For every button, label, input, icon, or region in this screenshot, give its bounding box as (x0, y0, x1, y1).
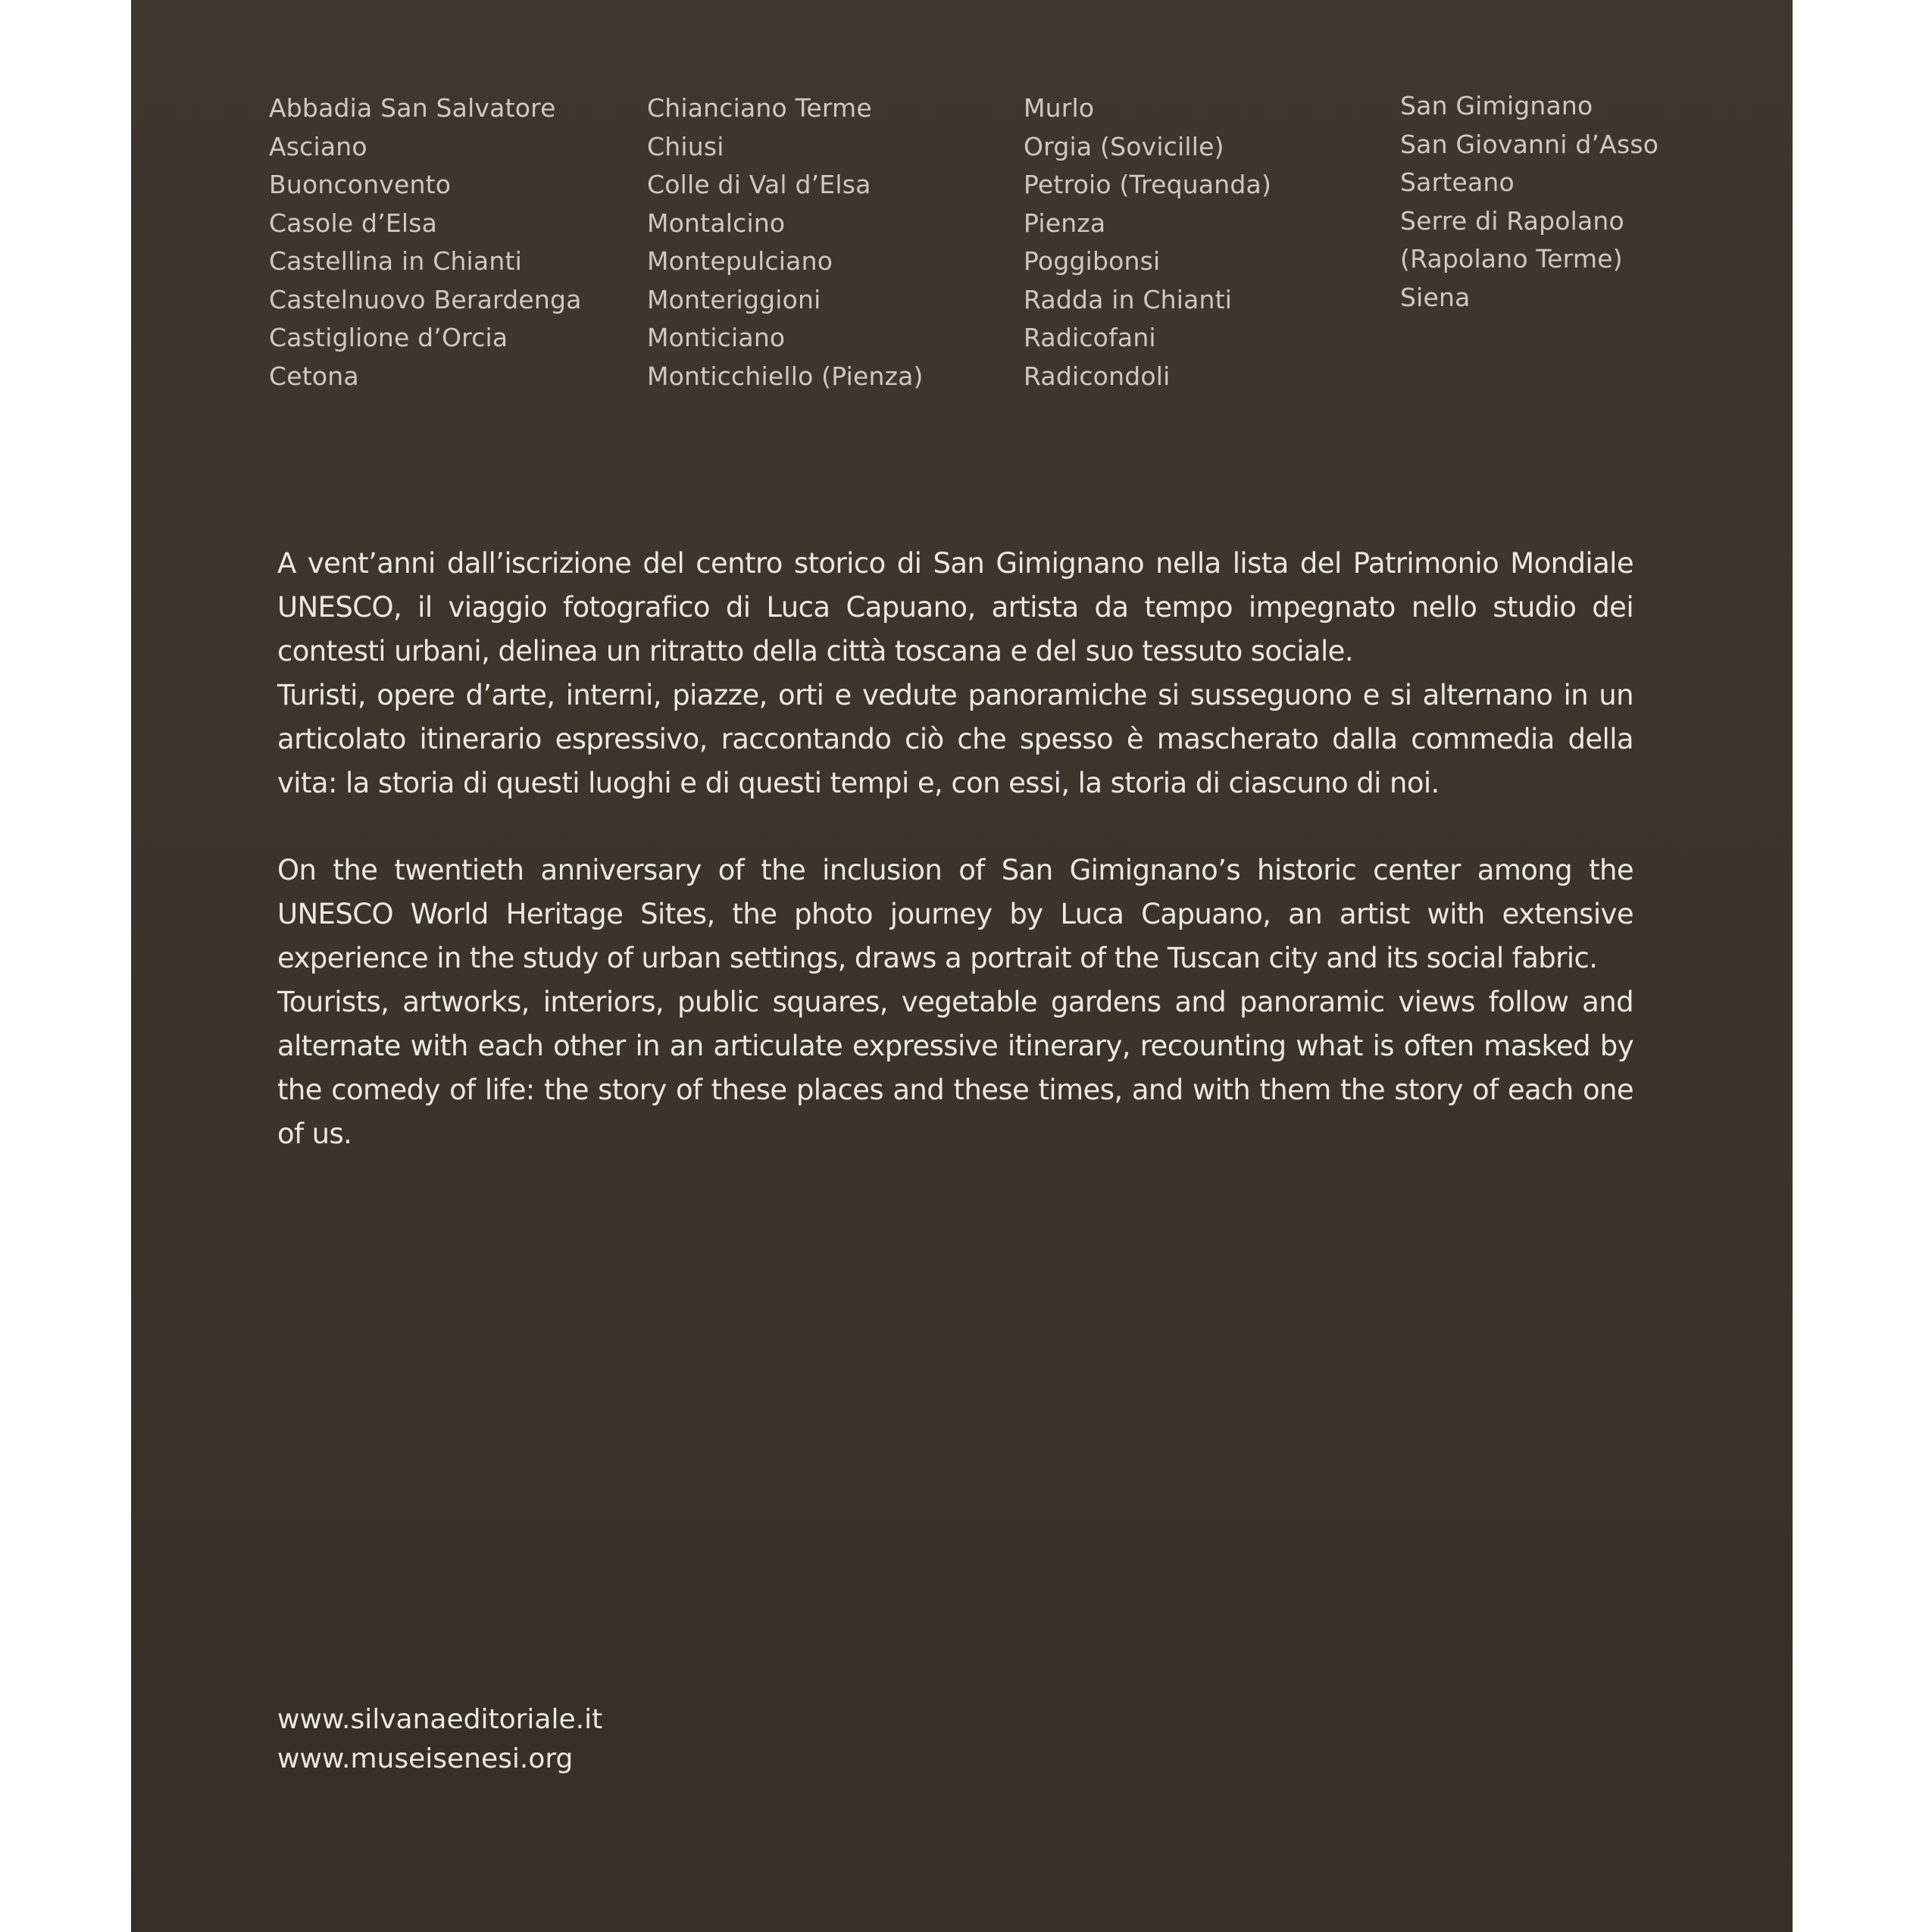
places-column-1 (269, 89, 582, 395)
place-name: Petroio (Trequanda) (1024, 170, 1272, 199)
english-paragraph-2: Tourists, artworks, interiors, public squares, vegetable gardens and panoramic views follow and alternate with each other in an articulate expressive itinerary, recounting what is often masked by the comedy of life: the story of these places and these times, and with them the story of each one of us. (277, 986, 1633, 1150)
place-name: Monticchiello (Pienza) (647, 361, 924, 391)
place-name: Montalcino (647, 208, 786, 238)
place-name: Montepulciano (647, 246, 833, 276)
place-name: Castiglione d’Orcia (269, 323, 508, 352)
place-name: Orgia (Sovicille) (1024, 131, 1224, 161)
website-links (277, 1700, 602, 1779)
english-description (277, 849, 1633, 1156)
places-list (131, 89, 1793, 408)
place-name: Chiusi (647, 131, 724, 161)
place-name: Cetona (269, 361, 359, 391)
english-paragraph-1: On the twentieth anniversary of the inclusion of San Gimignano’s historic center among the UNESCO World Heritage Sites, the photo journey by Luca Capuano, an artist with extensive experience in the study of urban settings, draws a portrait of the Tuscan city and its social fabric. (277, 854, 1633, 974)
place-name: San Giovanni d’Asso (1400, 129, 1659, 159)
italian-paragraph-1: A vent’anni dall’iscrizione del centro storico di San Gimignano nella lista del Patrimonio Mondiale UNESCO, il viaggio fotografico di Luca Capuano, artista da tempo impegnato nello studio dei contesti urbani, delinea un ritratto della città toscana e del suo tessuto sociale. (277, 547, 1633, 667)
places-column-4 (1400, 87, 1658, 317)
place-name: Poggibonsi (1024, 246, 1161, 276)
places-column-2 (647, 89, 924, 395)
place-name: San Gimignano (1400, 91, 1593, 120)
place-name: Monteriggioni (647, 284, 821, 314)
place-name: Siena (1400, 282, 1471, 312)
place-name: Colle di Val d’Elsa (647, 170, 871, 199)
place-name: Castellina in Chianti (269, 246, 522, 276)
place-name: Abbadia San Salvatore (269, 93, 556, 123)
place-name: Sarteano (1400, 167, 1515, 197)
italian-paragraph-2: Turisti, opere d’arte, interni, piazze, orti e vedute panoramiche si susseguono e si alternano in un articolato itinerario espressivo, raccontando ciò che spesso è mascherato dalla commedia della vita: la storia di questi luoghi e di questi tempi e, con essi, la storia di ciascuno di noi. (277, 679, 1633, 799)
italian-description (277, 542, 1633, 805)
publisher-website: www.silvanaeditoriale.it (277, 1704, 603, 1735)
place-name: Radicofani (1024, 323, 1156, 352)
place-name: Buonconvento (269, 170, 452, 199)
place-name: Murlo (1024, 93, 1095, 123)
place-name: Castelnuovo Berardenga (269, 284, 582, 314)
book-back-cover (131, 0, 1793, 1932)
place-name: Chianciano Terme (647, 93, 872, 123)
place-name: Radicondoli (1024, 361, 1171, 391)
place-name: Serre di Rapolano (1400, 205, 1624, 236)
place-name: Casole d’Elsa (269, 208, 438, 238)
place-name: Asciano (269, 131, 367, 161)
place-name: Radda in Chianti (1024, 284, 1233, 314)
place-name: Monticiano (647, 323, 786, 352)
museums-website: www.museisenesi.org (277, 1743, 574, 1774)
place-name: Pienza (1024, 208, 1106, 238)
place-name: (Rapolano Terme) (1400, 244, 1623, 274)
places-column-3 (1024, 89, 1271, 395)
